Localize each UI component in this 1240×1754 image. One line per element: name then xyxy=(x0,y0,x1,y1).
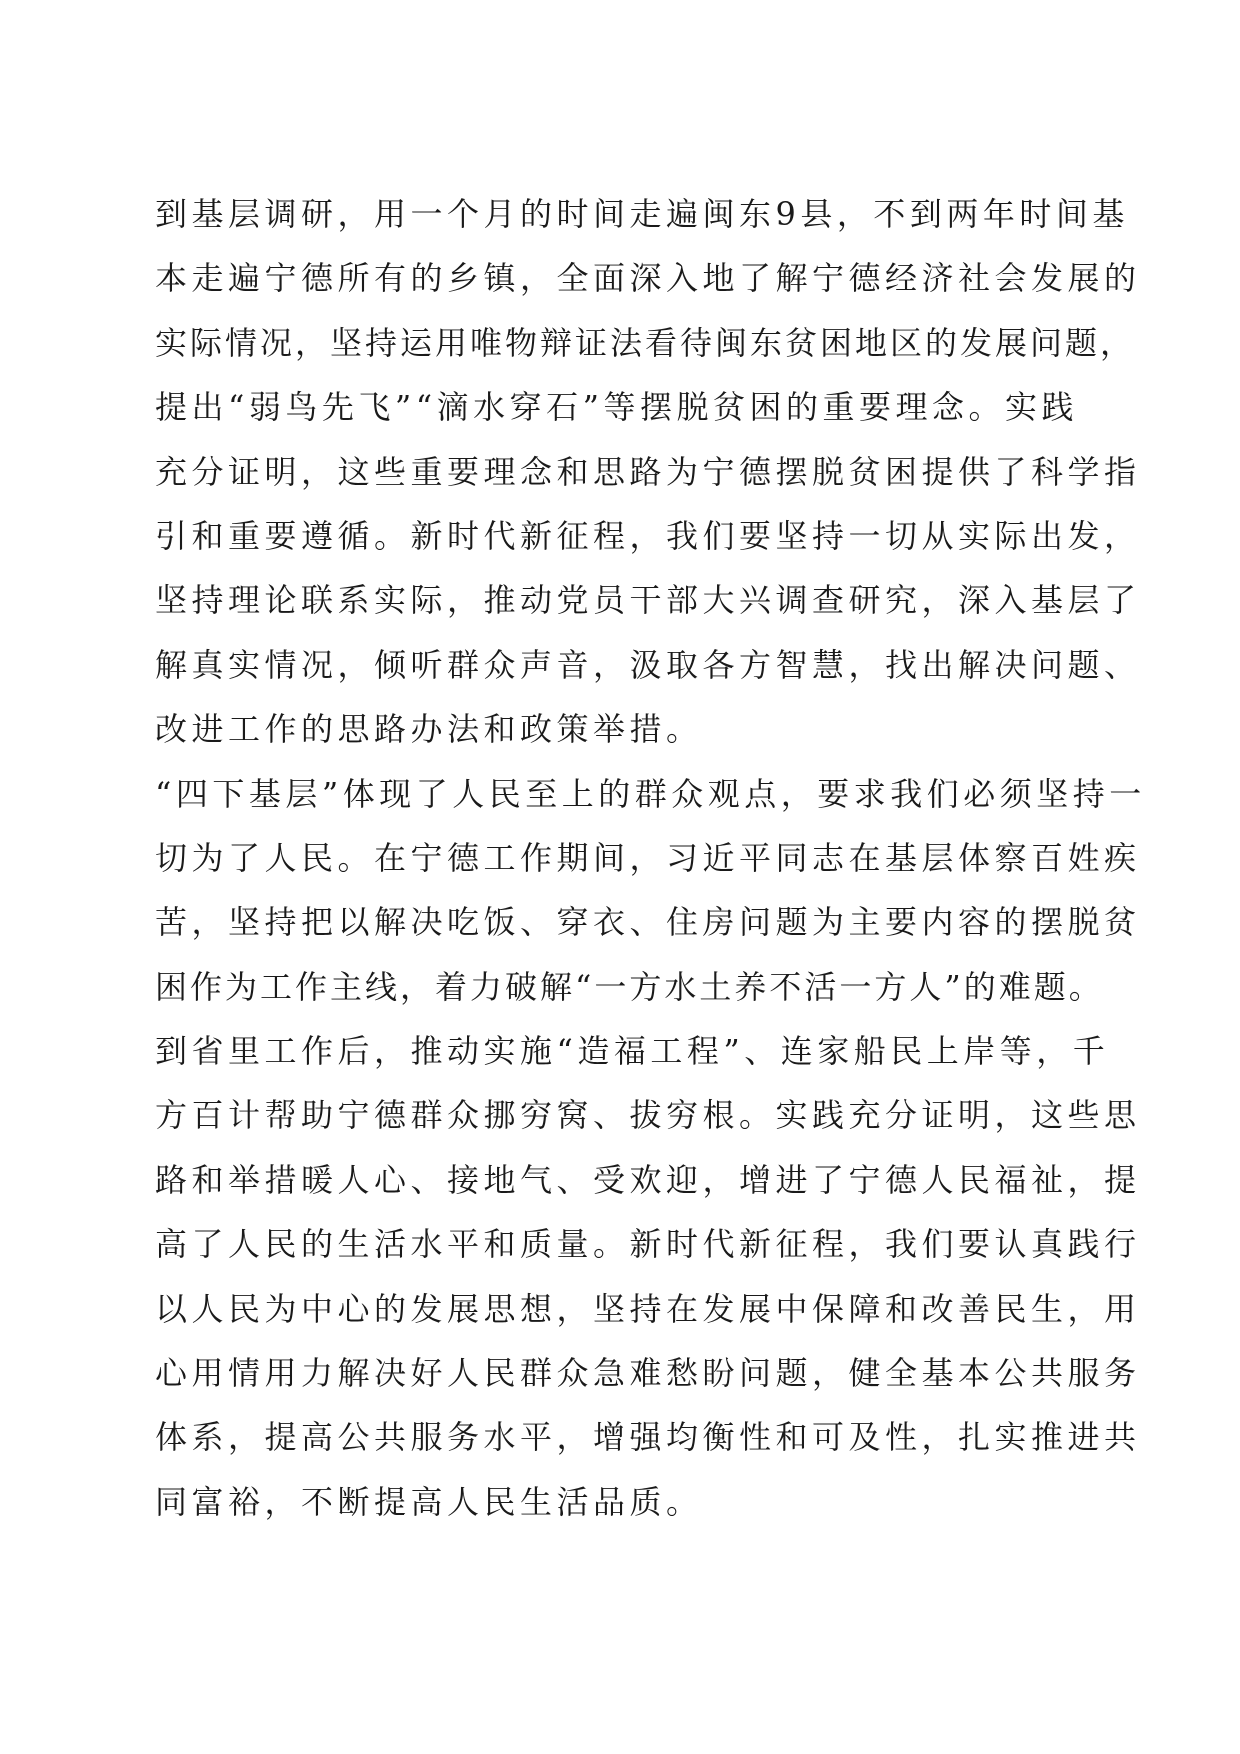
text-line: 到省里工作后，推动实施“造福工程”、连家船民上岸等，千 xyxy=(155,1032,1110,1071)
text-line: 路和举措暖人心、接地气、受欢迎，增进了宁德人民福祉，提 xyxy=(155,1160,1141,1199)
text-line: 苦，坚持把以解决吃饭、穿衣、住房问题为主要内容的摆脱贫 xyxy=(155,903,1141,942)
text-line: 充分证明，这些重要理念和思路为宁德摆脱贫困提供了科学指 xyxy=(155,452,1141,491)
text-line: 改进工作的思路办法和政策举措。 xyxy=(155,710,703,749)
text-line: 心用情用力解决好人民群众急难愁盼问题，健全基本公共服务 xyxy=(155,1354,1141,1393)
text-line: 到基层调研，用一个月的时间走遍闽东9县，不到两年时间基 xyxy=(155,195,1129,233)
text-line: 方百计帮助宁德群众挪穷窝、拔穷根。实践充分证明，这些思 xyxy=(155,1096,1141,1135)
text-line: 以人民为中心的发展思想，坚持在发展中保障和改善民生，用 xyxy=(155,1289,1141,1328)
text-line: 坚持理论联系实际，推动党员干部大兴调查研究，深入基层了 xyxy=(155,581,1141,620)
text-line: 解真实情况，倾听群众声音，汲取各方智慧，找出解决问题、 xyxy=(155,645,1141,684)
text-line: 实际情况，坚持运用唯物辩证法看待闽东贫困地区的发展问题， xyxy=(155,323,1136,362)
text-line: 切为了人民。在宁德工作期间，习近平同志在基层体察百姓疾 xyxy=(155,838,1141,877)
text-line: 引和重要遵循。新时代新征程，我们要坚持一切从实际出发， xyxy=(155,516,1141,555)
text-line: 困作为工作主线，着力破解“一方水土养不活一方人”的难题。 xyxy=(155,967,1104,1006)
text-line: 提出“弱鸟先飞”“滴水穿石”等摆脱贫困的重要理念。实践 xyxy=(155,388,1078,427)
text-line: “四下基层”体现了人民至上的群众观点，要求我们必须坚持一 xyxy=(155,774,1146,813)
body-text xyxy=(155,182,1146,1534)
text-line: 同富裕，不断提高人民生活品质。 xyxy=(155,1482,703,1521)
text-line: 高了人民的生活水平和质量。新时代新征程，我们要认真践行 xyxy=(155,1225,1141,1264)
text-line: 本走遍宁德所有的乡镇，全面深入地了解宁德经济社会发展的 xyxy=(155,259,1141,298)
text-line: 体系，提高公共服务水平，增强均衡性和可及性，扎实推进共 xyxy=(155,1418,1141,1457)
